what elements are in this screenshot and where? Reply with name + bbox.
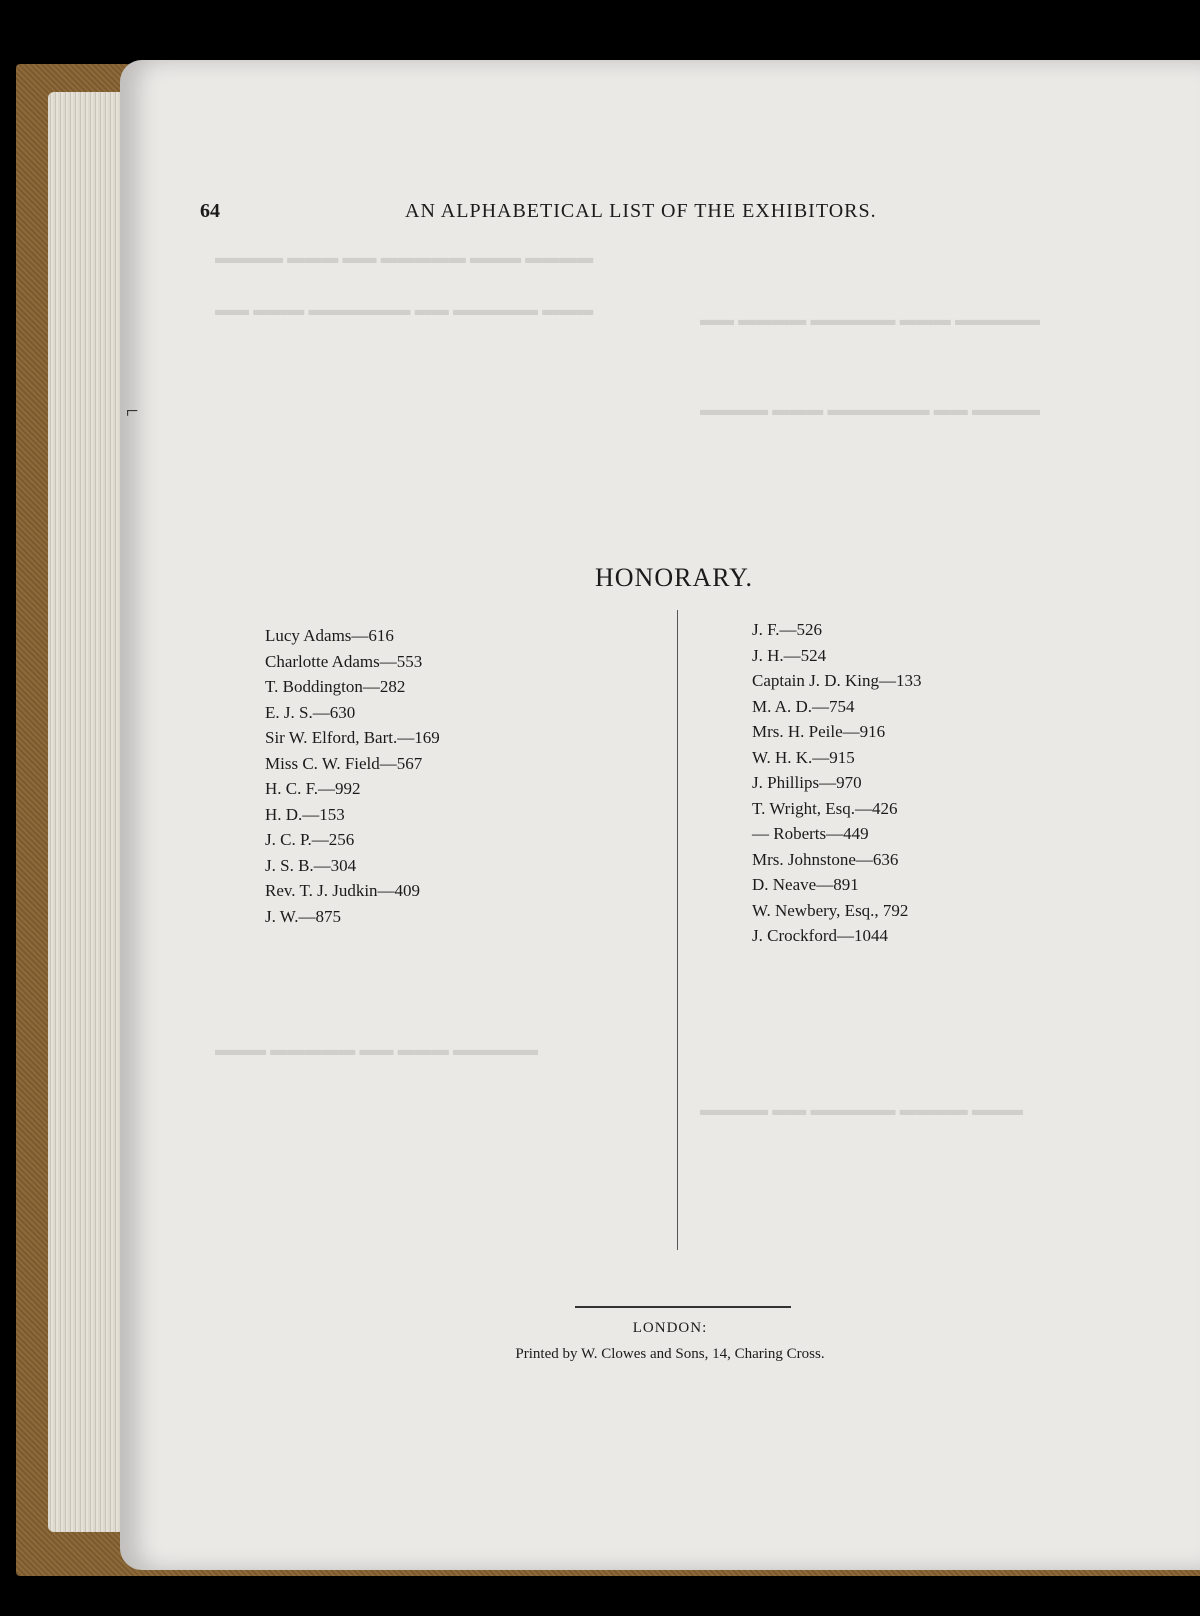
list-item: J. Crockford—1044 bbox=[752, 926, 888, 945]
list-item: Charlotte Adams—553 bbox=[265, 651, 423, 671]
list-item: J. W.—875 bbox=[265, 906, 342, 926]
list-item: H. C. F.—992 bbox=[265, 779, 361, 798]
list-item: W. H. K.—915 bbox=[752, 747, 855, 767]
list-item: Rev. T. J. Judkin—409 bbox=[265, 881, 421, 900]
page-header bbox=[200, 200, 960, 230]
list-item: — Roberts—449 bbox=[752, 824, 869, 843]
list-item: W. Newbery, Esq., 792 bbox=[752, 900, 909, 920]
show-through-texture: ▬▬▬▬ ▬▬ ▬▬▬▬▬▬ ▬▬▬ ▬▬▬▬ bbox=[700, 400, 1040, 419]
imprint-divider bbox=[575, 1306, 791, 1308]
show-through-texture: ▬▬▬ ▬▬▬▬ ▬▬▬▬▬ ▬▬ ▬▬▬▬ bbox=[700, 1100, 1023, 1119]
list-item: M. A. D.—754 bbox=[752, 696, 855, 716]
list-item: Mrs. H. Peile—916 bbox=[752, 722, 886, 741]
imprint-city: LONDON: bbox=[632, 1320, 708, 1336]
list-item: Miss C. W. Field—567 bbox=[265, 753, 423, 773]
section-heading: HONORARY. bbox=[595, 563, 754, 592]
list-item: J. Phillips—970 bbox=[752, 773, 862, 792]
list-item: J. H.—524 bbox=[752, 645, 827, 665]
page-number: 64 bbox=[200, 200, 220, 222]
list-item: E. J. S.—630 bbox=[265, 702, 356, 722]
list-item: Captain J. D. King—133 bbox=[752, 671, 922, 690]
show-through-texture: ▬▬▬▬ ▬▬▬ ▬▬▬▬▬ ▬▬ ▬▬▬ ▬▬▬▬ bbox=[215, 248, 594, 267]
list-item: Lucy Adams—616 bbox=[265, 626, 394, 645]
list-item: T. Wright, Esq.—426 bbox=[752, 798, 898, 818]
column-divider bbox=[677, 610, 678, 1250]
list-item: J. C. P.—256 bbox=[265, 830, 355, 849]
ink-mark: ⌐ bbox=[126, 398, 139, 423]
list-item: T. Boddington—282 bbox=[265, 677, 406, 696]
list-item: H. D.—153 bbox=[265, 804, 345, 824]
show-through-texture: ▬▬▬▬▬ ▬▬▬ ▬▬▬▬▬ ▬▬▬▬ ▬▬ bbox=[700, 310, 1040, 329]
honorary-list-right bbox=[752, 617, 922, 949]
list-item: D. Neave—891 bbox=[752, 875, 859, 894]
list-item: Sir W. Elford, Bart.—169 bbox=[265, 728, 440, 747]
imprint-printer: Printed by W. Clowes and Sons, 14, Charing Cross. bbox=[515, 1346, 825, 1362]
show-through-texture: ▬▬▬ ▬▬▬▬▬ ▬▬ ▬▬▬▬▬▬ ▬▬▬ ▬▬ bbox=[215, 300, 594, 319]
list-item: Mrs. Johnstone—636 bbox=[752, 849, 899, 869]
list-item: J. F.—526 bbox=[752, 620, 822, 639]
list-item: J. S. B.—304 bbox=[265, 855, 357, 875]
honorary-list-left bbox=[265, 623, 440, 929]
show-through-texture: ▬▬▬▬▬ ▬▬▬ ▬▬ ▬▬▬▬▬ ▬▬▬ bbox=[215, 1040, 538, 1059]
running-title: AN ALPHABETICAL LIST OF THE EXHIBITORS. bbox=[405, 200, 877, 222]
